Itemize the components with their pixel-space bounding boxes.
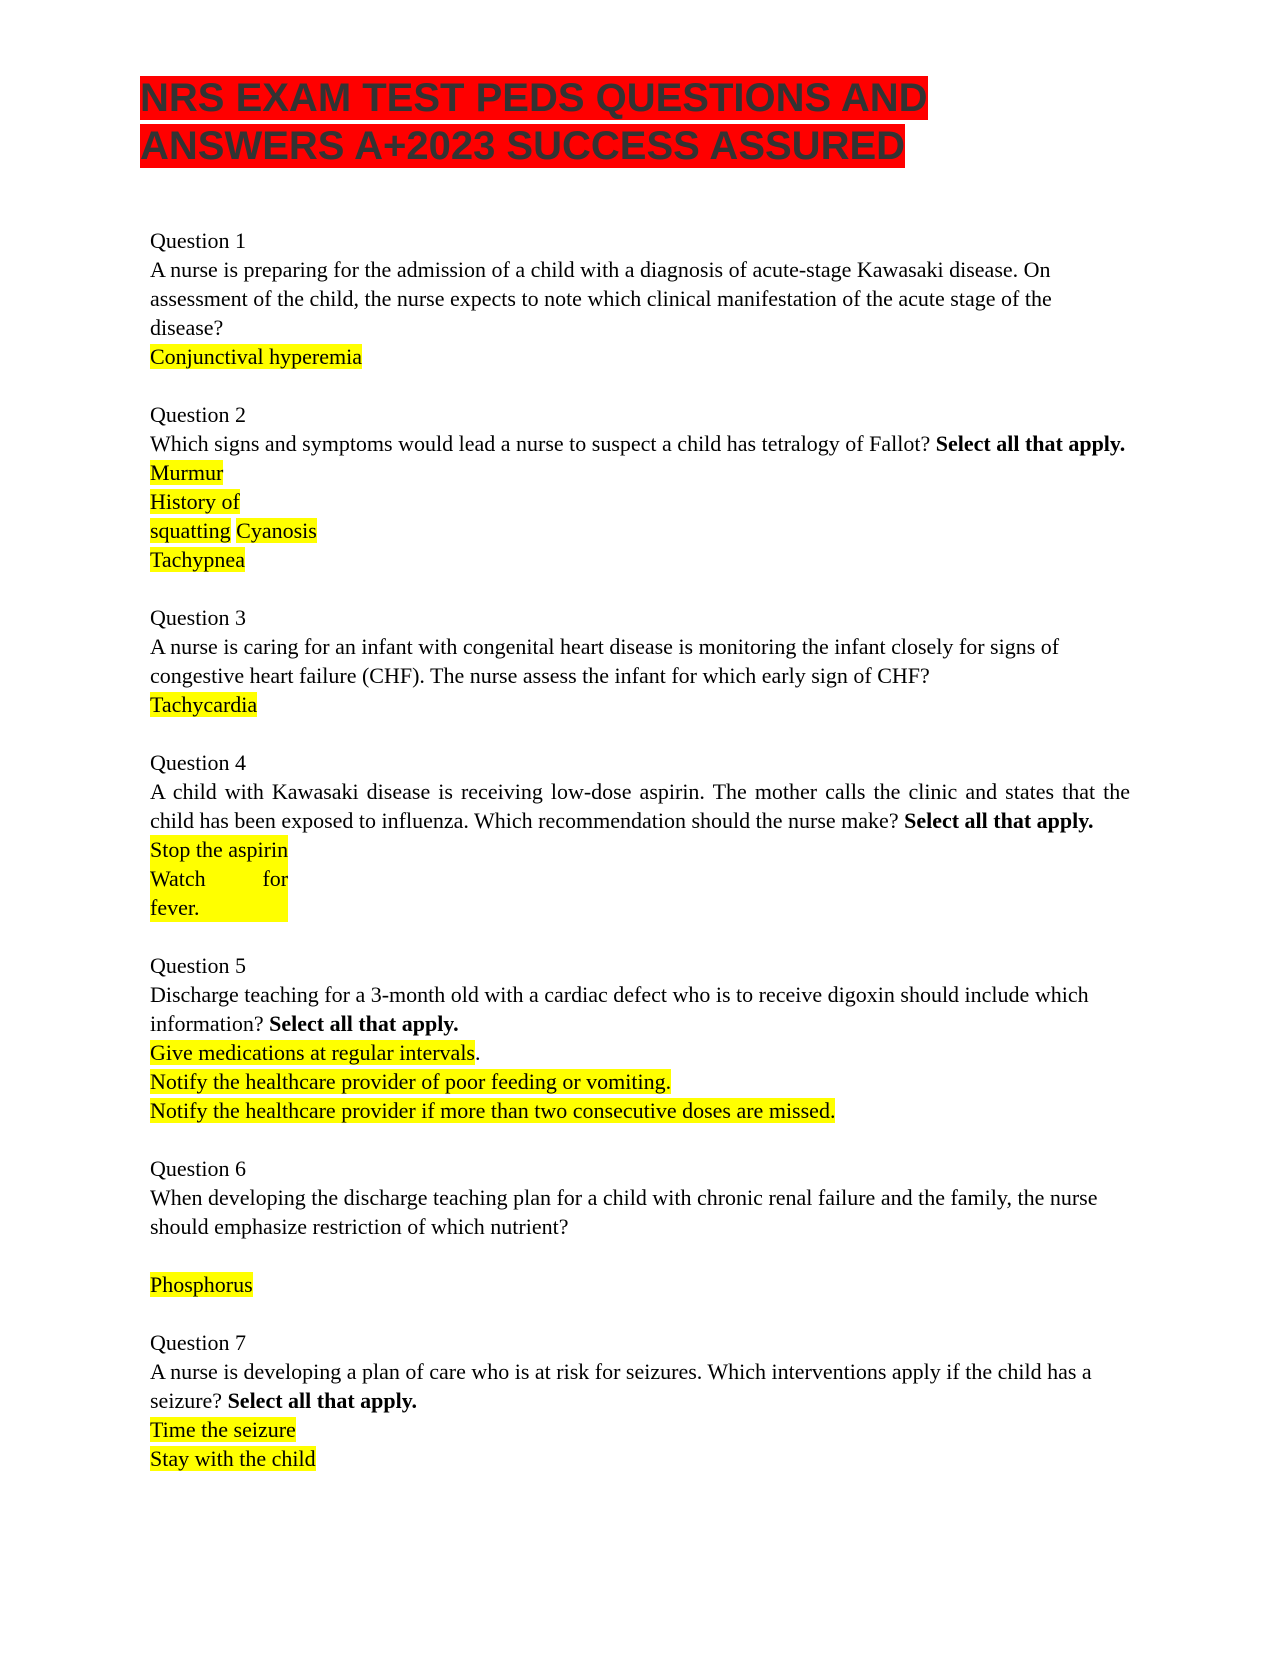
question-list [150,226,1130,1502]
question-6 [150,1154,1130,1299]
document-title-text: NRS EXAM TEST PEDS QUESTIONS AND ANSWERS A+2023 SUCCESS ASSURED [140,76,928,168]
answer-highlight: Notify the healthcare provider of poor feeding or vomiting. [150,1069,672,1094]
answer-highlight: Tachycardia [150,692,258,717]
answer-highlight: Conjunctival hyperemia [150,344,362,369]
answer-highlight: Tachypnea [150,547,245,572]
question-label: Question 7 [150,1330,246,1355]
answer-line [150,690,1130,719]
answer-highlight: fever. [150,895,200,920]
question-3 [150,603,1130,719]
question-text-block [150,429,1130,458]
answer-highlight: Stop the aspirin [150,837,289,862]
question-instruction: Select all that apply. [935,431,1126,456]
question-text-block [150,777,1130,835]
answer-highlight: Phosphorus [150,1272,253,1297]
answer-highlight: History of [150,489,240,514]
answer-line [150,545,1130,574]
question-instruction: Select all that apply. [904,808,1094,833]
question-1 [150,226,1130,371]
answer-highlight: Murmur [150,460,224,485]
question-5 [150,951,1130,1125]
question-label: Question 1 [150,228,246,253]
answer-highlight: squatting [150,518,231,543]
blank-line [150,1241,1130,1270]
answer-line [150,342,1130,371]
question-label: Question 3 [150,605,246,630]
answer-line [150,458,1130,487]
answer-line [150,1415,1130,1444]
question-text-block [150,980,1130,1038]
question-label: Question 4 [150,750,246,775]
question-text: A nurse is caring for an infant with congenital heart disease is monitoring the infant closely for signs of congestive heart failure (CHF). The nurse assess the infant for which early sign of CHF? [150,634,1060,688]
question-text-block [150,1357,1130,1415]
question-text: Which signs and symptoms would lead a nurse to suspect a child has tetralogy of Fallot? [150,431,931,456]
answer-highlight: Give medications at regular intervals [150,1040,475,1065]
answer-line [150,1270,1130,1299]
answer-highlight: Time the seizure [150,1417,296,1442]
question-text: A nurse is developing a plan of care who is at risk for seizures. Which interventions apply if the child has a seizure? [150,1359,1092,1413]
question-text: A child with Kawasaki disease is receiving low-dose aspirin. The mother calls the clinic and states that the child has been exposed to influenza. Which recommendation should the nurse make? [150,779,1130,833]
question-label: Question 5 [150,953,246,978]
answer-highlight: Cyanosis [236,518,317,543]
question-text: Discharge teaching for a 3-month old with a cardiac defect who is to receive digoxin should include which information? [150,982,1089,1036]
question-text: A nurse is preparing for the admission of a child with a diagnosis of acute-stage Kawasaki disease. On assessment of the child, the nurse expects to note which clinical manifestation of the acute stage of the disease? [150,257,1052,340]
question-instruction: Select all that apply. [227,1388,418,1413]
answer-highlight: Stay with the child [150,1446,316,1471]
answer-line [150,516,1130,545]
answer-line [150,1096,1130,1125]
answer-line [150,1038,1130,1067]
answer-highlight: Watch for [150,866,289,891]
answer-line [150,1444,1130,1473]
question-label: Question 2 [150,402,246,427]
answer-highlight: Notify the healthcare provider if more than two consecutive doses are missed. [150,1098,836,1123]
question-label: Question 6 [150,1156,246,1181]
answer-trailing-period: . [475,1040,481,1065]
answer-line [150,487,1130,516]
answer-block [150,835,288,922]
document-title [140,74,1000,170]
question-4 [150,748,1130,922]
answer-line [150,1067,1130,1096]
question-2 [150,400,1130,574]
question-text: When developing the discharge teaching plan for a child with chronic renal failure and the family, the nurse should emphasize restriction of which nutrient? [150,1185,1098,1239]
question-instruction: Select all that apply. [269,1011,459,1036]
question-7 [150,1328,1130,1473]
